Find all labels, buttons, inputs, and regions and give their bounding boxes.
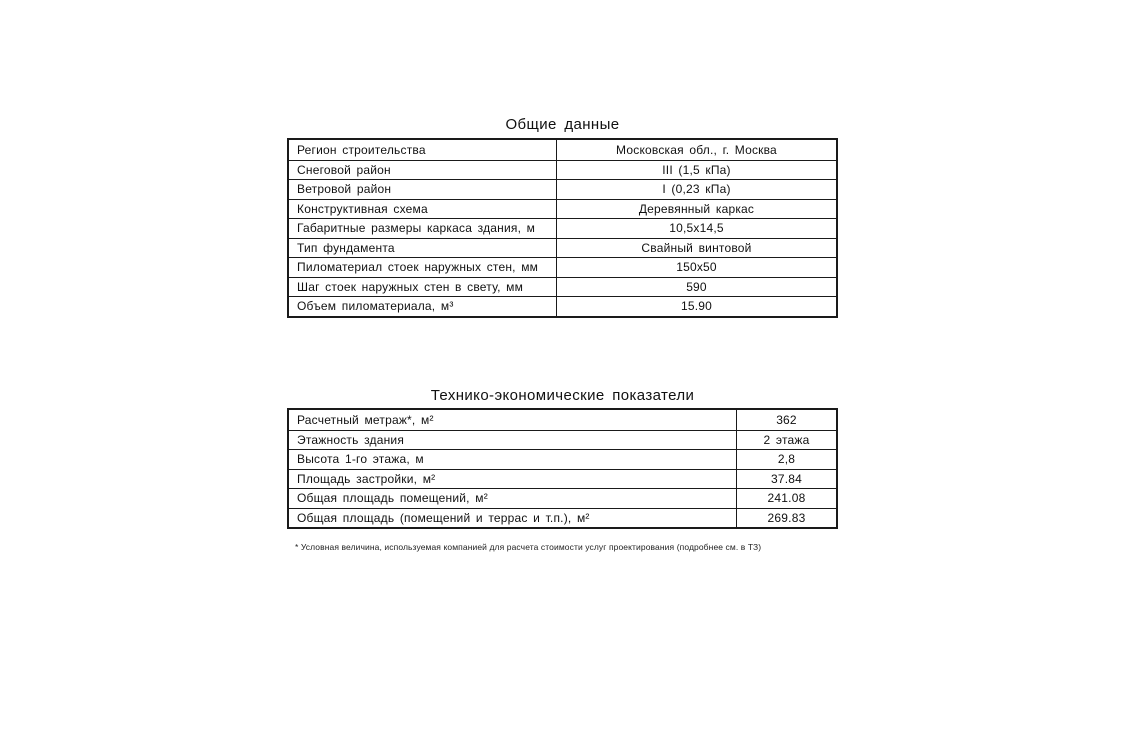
table-row	[289, 238, 836, 258]
row-label: Площадь застройки, м²	[297, 471, 436, 486]
row-label: Снеговой район	[297, 162, 391, 177]
row-value: 2,8	[736, 450, 836, 469]
row-value: 241.08	[736, 489, 836, 508]
table-row	[289, 257, 836, 277]
table-row	[289, 199, 836, 219]
row-label: Конструктивная схема	[297, 201, 428, 216]
table-row	[289, 488, 836, 508]
footnote: * Условная величина, используемая компанией для расчета стоимости услуг проектирования (подробнее см. в ТЗ)	[295, 542, 762, 552]
general-data-table-title: Общие данные	[505, 116, 620, 133]
row-value: Свайный винтовой	[556, 239, 836, 258]
table-row	[289, 430, 836, 450]
table-row	[289, 179, 836, 199]
row-value: 2 этажа	[736, 431, 836, 450]
row-value: 269.83	[736, 509, 836, 528]
row-label: Этажность здания	[297, 432, 405, 447]
row-value: 590	[556, 278, 836, 297]
row-value: Деревянный каркас	[556, 200, 836, 219]
row-value: 10,5x14,5	[556, 219, 836, 238]
row-value: III (1,5 кПа)	[556, 161, 836, 180]
table-row	[289, 140, 836, 160]
row-value: 15.90	[556, 297, 836, 316]
table-row	[289, 277, 836, 297]
table-row	[289, 508, 836, 528]
row-value: 37.84	[736, 470, 836, 489]
row-label: Общая площадь помещений, м²	[297, 491, 488, 506]
row-label: Пиломатериал стоек наружных стен, мм	[297, 260, 539, 275]
table-row	[289, 469, 836, 489]
tech-econ-table	[287, 408, 838, 529]
row-label: Тип фундамента	[297, 240, 395, 255]
row-label: Шаг стоек наружных стен в свету, мм	[297, 279, 524, 294]
row-label: Габаритные размеры каркаса здания, м	[297, 221, 536, 236]
table-row	[289, 449, 836, 469]
row-label: Расчетный метраж*, м²	[297, 412, 434, 427]
table-row	[289, 296, 836, 316]
row-label: Общая площадь (помещений и террас и т.п.), м²	[297, 510, 590, 525]
table-row	[289, 410, 836, 430]
table-row	[289, 160, 836, 180]
tech-econ-table-title: Технико-экономические показатели	[430, 387, 695, 404]
row-label: Регион строительства	[297, 142, 426, 157]
row-label: Ветровой район	[297, 182, 392, 197]
row-value: 150x50	[556, 258, 836, 277]
row-label: Высота 1-го этажа, м	[297, 452, 424, 467]
row-value: Московская обл., г. Москва	[556, 140, 836, 160]
row-label: Объем пиломатериала, м³	[297, 299, 454, 314]
row-value: 362	[736, 410, 836, 430]
row-value: I (0,23 кПа)	[556, 180, 836, 199]
table-row	[289, 218, 836, 238]
general-data-table	[287, 138, 838, 318]
